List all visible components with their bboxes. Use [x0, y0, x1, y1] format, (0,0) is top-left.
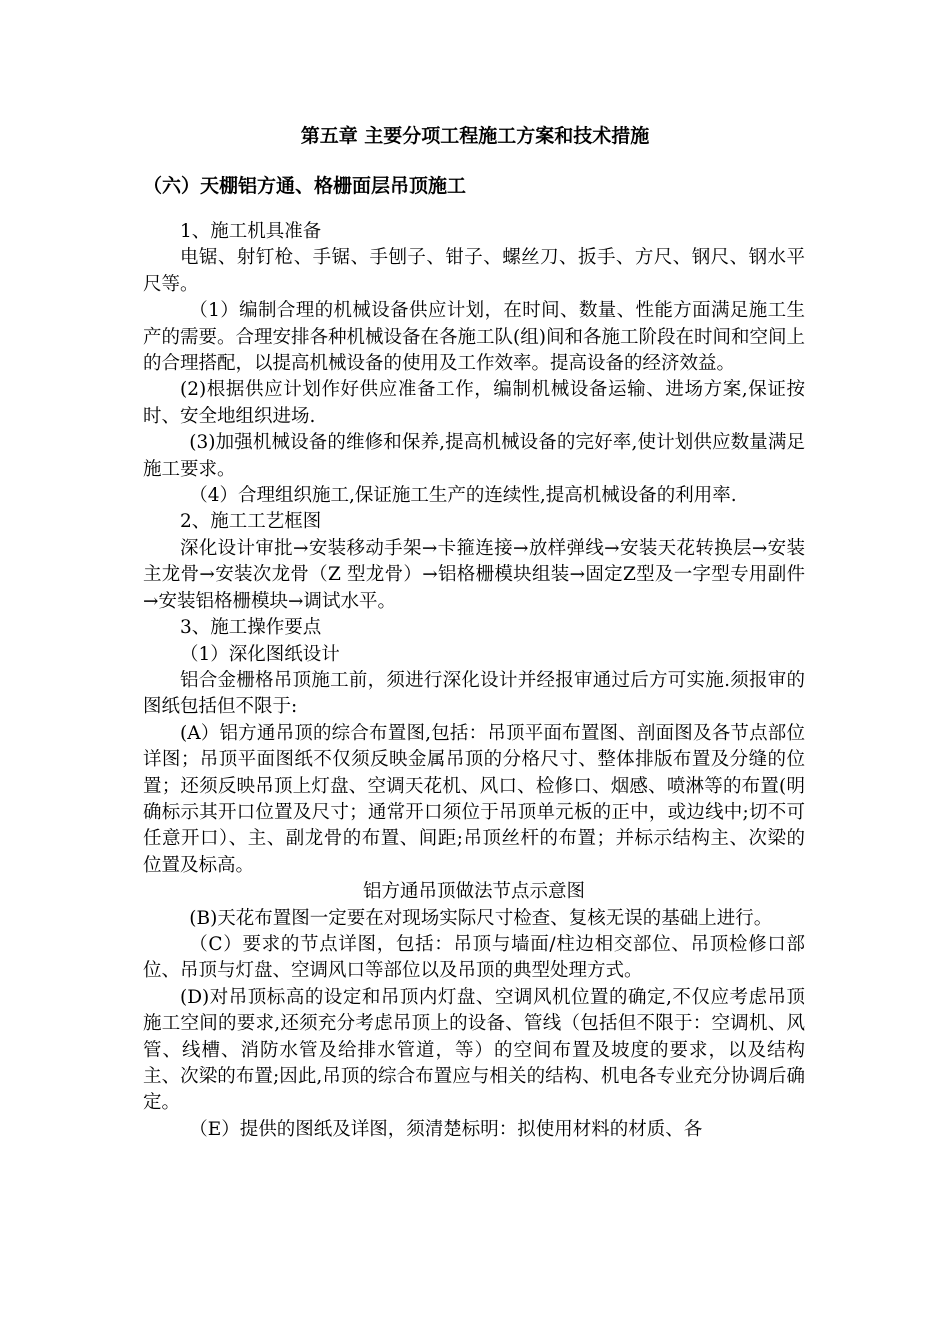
section-title: （六）天棚铝方通、格栅面层吊顶施工: [143, 175, 467, 197]
paragraph-design-intro: 铝合金栅格吊顶施工前，须进行深化设计并经报审通过后方可实施.须报审的图纸包括但不限于:: [143, 669, 805, 718]
paragraph-item-c: （C）要求的节点详图，包括：吊顶与墙面/柱边相交部位、吊顶检修口部位、吊顶与灯盘、空调风口等部位以及吊顶的典型处理方式。: [143, 933, 805, 982]
subheading-deepened-design: （1）深化图纸设计: [180, 643, 340, 665]
paragraph-item-3: (3)加强机械设备的维修和保养,提高机械设备的完好率,使计划供应数量满足施工要求。: [143, 432, 805, 480]
document-body: [143, 219, 805, 1143]
heading-equipment-prep: 1、施工机具准备: [180, 221, 322, 242]
paragraph-item-d: (D)对吊顶标高的设定和吊顶内灯盘、空调风机位置的确定,不仅应考虑吊顶施工空间的要求,还须充分考虑吊顶上的设备、管线（包括但不限于：空调机、风管、线槽、消防水管及给排水管道，等）的空间布置及坡度的要求，以及结构主、次梁的布置;因此,吊顶的综合布置应与相关的结构、机电各专业充分协调后确定。: [143, 986, 805, 1114]
paragraph-item-1: （1）编制合理的机械设备供应计划，在时间、数量、性能方面满足施工生产的需要。合理安排各种机械设备在各施工队(组)间和各施工阶段在时间和空间上的合理搭配，以提高机械设备的使用及工作效率。提高设备的经济效益。: [143, 300, 805, 375]
figure-caption: 铝方通吊顶做法节点示意图: [362, 881, 585, 903]
paragraph-item-e: （E）提供的图纸及详图，须清楚标明：拟使用材料的材质、各: [189, 1118, 703, 1140]
paragraph-item-2: (2)根据供应计划作好供应准备工作，编制机械设备运输、进场方案,保证按时、安全地组织进场.: [143, 379, 805, 427]
paragraph-item-4: （4）合理组织施工,保证施工生产的连续性,提高机械设备的利用率.: [189, 485, 737, 507]
paragraph-process-flow: 深化设计审批→安装移动手架→卡箍连接→放样弹线→安装天花转换层→安装主龙骨→安装次龙骨（Z 型龙骨）→铝格栅模块组装→固定Z型及一字型专用副件→安装铝格栅模块→调试水平。: [143, 537, 805, 612]
paragraph-item-b: (B)天花布置图一定要在对现场实际尺寸检查、复核无误的基础上进行。: [189, 907, 773, 929]
heading-operation-points: 3、施工操作要点: [180, 617, 322, 639]
paragraph-tools-list: 电锯、射钉枪、手锯、手刨子、钳子、螺丝刀、扳手、方尺、钢尺、钢水平尺等。: [143, 247, 805, 295]
paragraph-item-a: (A）铝方通吊顶的综合布置图,包括：吊顶平面布置图、剖面图及各节点部位详图；吊顶平面图纸不仅须反映金属吊顶的分格尺寸、整体排版布置及分缝的位置；还须反映吊顶上灯盘、空调天花机、风口、检修口、烟感、喷淋等的布置(明确标示其开口位置及尺寸；通常开口须位于吊顶单元板的正中，或边线中;切不可任意开口）、主、副龙骨的布置、间距;吊顶丝杆的布置；并标示结构主、次梁的位置及标高。: [143, 722, 805, 876]
heading-process-flow: 2、施工工艺框图: [180, 511, 322, 533]
chapter-title: 第五章 主要分项工程施工方案和技术措施: [300, 125, 650, 147]
